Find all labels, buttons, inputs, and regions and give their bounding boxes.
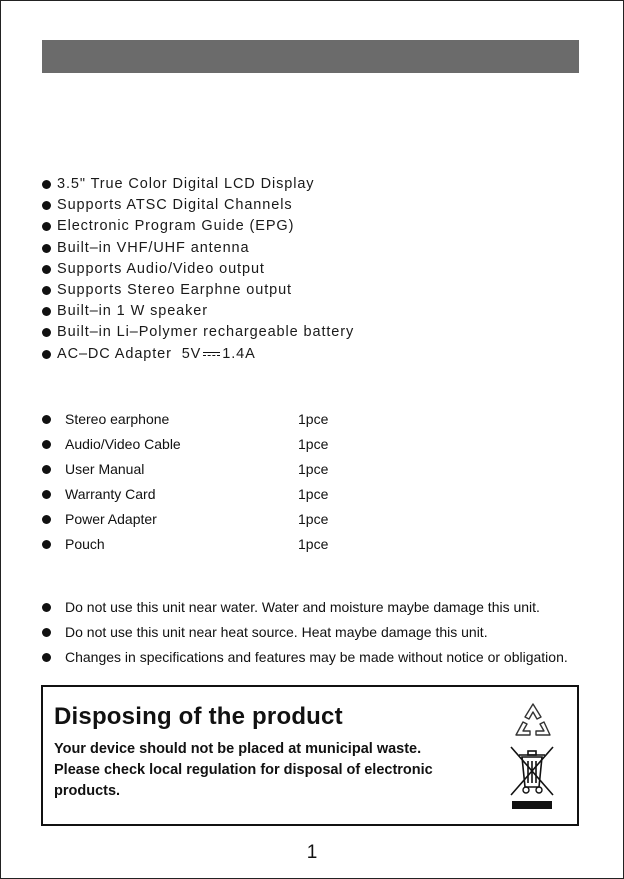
- accessory-name: User Manual: [65, 461, 145, 477]
- caution-text: Do not use this unit near water. Water and moisture maybe damage this unit.: [65, 599, 540, 615]
- caution-item: [42, 620, 568, 645]
- accessory-qty: 1pce: [298, 436, 329, 452]
- accessory-name: Pouch: [65, 536, 105, 552]
- feature-text: Built–in 1 W speaker: [57, 303, 208, 320]
- feature-item: [42, 322, 354, 343]
- bullet-icon: [42, 265, 51, 274]
- feature-text: Supports ATSC Digital Channels: [57, 197, 293, 214]
- bullet-icon: [42, 540, 51, 549]
- feature-text: Electronic Program Guide (EPG): [57, 218, 295, 235]
- bullet-icon: [42, 515, 51, 524]
- bullet-icon: [42, 603, 51, 612]
- disposal-line: Your device should not be placed at municipal waste.: [54, 741, 422, 757]
- caution-item: [42, 595, 568, 620]
- disposal-line: Please check local regulation for disposal of electronic: [54, 762, 433, 778]
- accessory-qty: 1pce: [298, 511, 329, 527]
- accessory-name: Audio/Video Cable: [65, 436, 181, 452]
- accessory-item: [42, 507, 328, 532]
- feature-text: Supports Audio/Video output: [57, 260, 265, 277]
- feature-item: [42, 301, 354, 322]
- accessory-item: [42, 432, 328, 457]
- disposal-body: [54, 739, 484, 802]
- disposal-title: Disposing of the product: [54, 703, 343, 730]
- bullet-icon: [42, 440, 51, 449]
- accessory-item: [42, 457, 328, 482]
- feature-item: [42, 195, 354, 216]
- disposal-notice-box: [41, 685, 579, 826]
- accessory-item: [42, 532, 328, 557]
- feature-item: [42, 344, 354, 365]
- adapter-spec-suffix: 1.4A: [222, 345, 256, 362]
- accessory-qty: 1pce: [298, 461, 329, 477]
- bullet-icon: [42, 180, 51, 189]
- caution-item: [42, 645, 568, 670]
- bullet-icon: [42, 307, 51, 316]
- bullet-icon: [42, 201, 51, 210]
- feature-list: [42, 174, 354, 365]
- bullet-icon: [42, 244, 51, 253]
- accessory-qty: 1pce: [298, 536, 329, 552]
- bullet-icon: [42, 222, 51, 231]
- bullet-icon: [42, 628, 51, 637]
- caution-text: Do not use this unit near heat source. Heat maybe damage this unit.: [65, 624, 488, 640]
- feature-item: [42, 174, 354, 195]
- feature-text: 3.5" True Color Digital LCD Display: [57, 176, 315, 192]
- weee-bin-icon: [508, 743, 556, 811]
- accessory-name: Stereo earphone: [65, 411, 170, 427]
- feature-text: Built–in VHF/UHF antenna: [57, 239, 250, 256]
- bullet-icon: [42, 286, 51, 295]
- accessory-qty: 1pce: [298, 411, 329, 427]
- bullet-icon: [42, 328, 51, 337]
- feature-item: [42, 259, 354, 280]
- bullet-icon: [42, 415, 51, 424]
- accessory-item: [42, 407, 328, 432]
- feature-text: Built–in Li–Polymer rechargeable battery: [57, 324, 355, 341]
- adapter-spec-prefix: AC–DC Adapter 5V: [57, 345, 202, 362]
- disposal-line: products.: [54, 783, 121, 799]
- bullet-icon: [42, 653, 51, 662]
- feature-item: [42, 238, 354, 259]
- accessory-item: [42, 482, 328, 507]
- dc-symbol-icon: [203, 349, 220, 359]
- bullet-icon: [42, 350, 51, 359]
- accessory-name: Power Adapter: [65, 511, 157, 527]
- feature-item: [42, 280, 354, 301]
- bullet-icon: [42, 490, 51, 499]
- accessory-name: Warranty Card: [65, 486, 156, 502]
- accessory-list: [42, 407, 328, 557]
- feature-text: Supports Stereo Earphne output: [57, 281, 292, 298]
- recycle-icon: [511, 701, 555, 741]
- page-number: 1: [306, 842, 318, 863]
- bullet-icon: [42, 465, 51, 474]
- accessory-qty: 1pce: [298, 486, 329, 502]
- section-header-bar: [42, 40, 579, 73]
- caution-text: Changes in specifications and features may be made without notice or obligation.: [65, 649, 568, 665]
- feature-item: [42, 216, 354, 237]
- caution-list: [42, 595, 568, 670]
